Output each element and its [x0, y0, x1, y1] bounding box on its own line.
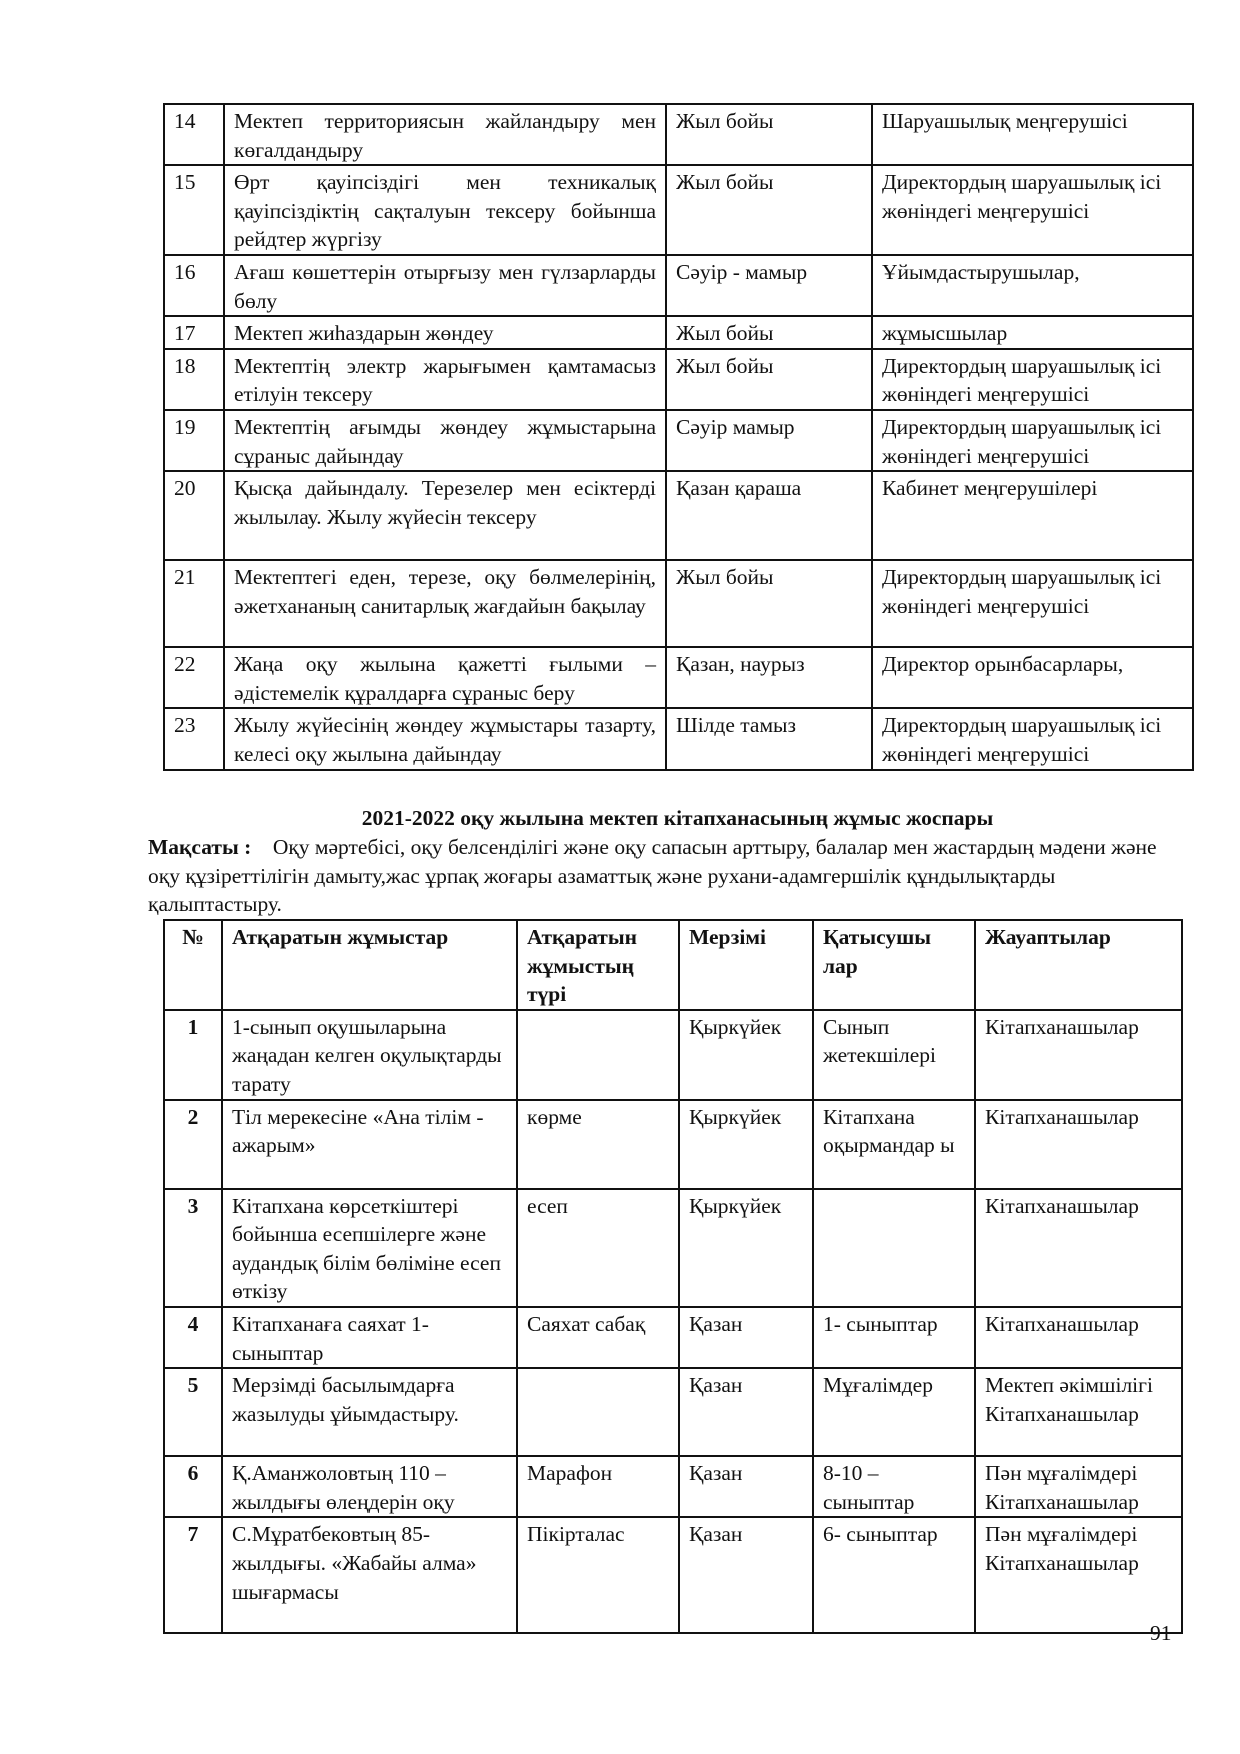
responsible-cell: Кабинет меңгерушілері: [872, 471, 1193, 560]
type-cell: есеп: [517, 1189, 679, 1307]
period-cell: Қазан қараша: [666, 471, 872, 560]
responsible-cell: Директордың шаруашылық ісі жөніндегі меңгерушісі: [872, 560, 1193, 647]
task-cell: Өрт қауіпсіздігі мен техникалық қауіпсіздіктің сақталуын тексеру бойынша рейдтер жүргізу: [224, 165, 666, 255]
row-number: 15: [164, 165, 224, 255]
type-cell: [517, 1010, 679, 1100]
header-type: Атқаратын жұмыстың түрі: [517, 920, 679, 1010]
period-cell: Жыл бойы: [666, 165, 872, 255]
header-work: Атқаратын жұмыстар: [222, 920, 517, 1010]
period-cell: Шілде тамыз: [666, 708, 872, 769]
period-cell: Қыркүйек: [679, 1100, 813, 1189]
period-cell: Жыл бойы: [666, 104, 872, 165]
maintenance-plan-table-body: [164, 104, 1193, 770]
period-cell: Жыл бойы: [666, 349, 872, 410]
row-number: 4: [164, 1307, 222, 1368]
header-participants: Қатысушы лар: [813, 920, 975, 1010]
participants-cell: Мұғалімдер: [813, 1368, 975, 1456]
row-number: 20: [164, 471, 224, 560]
type-cell: Пікірталас: [517, 1517, 679, 1633]
row-number: 7: [164, 1517, 222, 1633]
task-cell: Мектеп территориясын жайландыру мен көгалдандыру: [224, 104, 666, 165]
maintenance-plan-table: [163, 103, 1194, 771]
row-number: 5: [164, 1368, 222, 1456]
responsible-cell: Директордың шаруашылық ісі жөніндегі меңгерушісі: [872, 349, 1193, 410]
row-number: 1: [164, 1010, 222, 1100]
responsible-cell: Директор орынбасарлары,: [872, 647, 1193, 708]
table-row: [164, 1307, 1182, 1368]
table-row: [164, 165, 1193, 255]
table-row: [164, 708, 1193, 769]
participants-cell: 8-10 – сыныптар: [813, 1456, 975, 1517]
responsible-cell: жұмысшылар: [872, 316, 1193, 349]
goal-label: Мақсаты :: [148, 835, 252, 859]
work-cell: Кітапханаға саяхат 1-сыныптар: [222, 1307, 517, 1368]
task-cell: Мектептегі еден, терезе, оқу бөлмелерінің, әжетхананың санитарлық жағдайын бақылау: [224, 560, 666, 647]
type-cell: Саяхат сабақ: [517, 1307, 679, 1368]
page-number: 91: [1150, 1621, 1172, 1645]
table-row: [164, 1010, 1182, 1100]
period-cell: Қазан: [679, 1517, 813, 1633]
participants-cell: Сынып жетекшілері: [813, 1010, 975, 1100]
table-row: [164, 1517, 1182, 1633]
period-cell: Сәуір - мамыр: [666, 255, 872, 316]
type-cell: көрме: [517, 1100, 679, 1189]
responsible-cell: Кітапханашылар: [975, 1100, 1182, 1189]
row-number: 23: [164, 708, 224, 769]
responsible-cell: Директордың шаруашылық ісі жөніндегі меңгерушісі: [872, 165, 1193, 255]
period-cell: Сәуір мамыр: [666, 410, 872, 471]
period-cell: Қазан, наурыз: [666, 647, 872, 708]
row-number: 17: [164, 316, 224, 349]
goal-text: Оқу мәртебісі, оқу белсенділігі және оқу сапасын арттыру, балалар мен жастардың мәдени және оқу құзіреттілігін дамыту,жас ұрпақ жоғары азаматтық және рухани-адамгершілік құндылықтарды қалыптастыру.: [148, 835, 1157, 916]
row-number: 14: [164, 104, 224, 165]
responsible-cell: Пән мұғалімдері Кітапханашылар: [975, 1517, 1182, 1633]
table-row: [164, 471, 1193, 560]
participants-cell: [813, 1189, 975, 1307]
work-cell: Қ.Аманжоловтың 110 – жылдығы өлеңдерін оқу: [222, 1456, 517, 1517]
task-cell: Мектептің электр жарығымен қамтамасыз етілуін тексеру: [224, 349, 666, 410]
row-number: 3: [164, 1189, 222, 1307]
period-cell: Қыркүйек: [679, 1010, 813, 1100]
period-cell: Қазан: [679, 1307, 813, 1368]
task-cell: Жаңа оқу жылына қажетті ғылыми – әдістемелік құралдарға сұраныс беру: [224, 647, 666, 708]
period-cell: Жыл бойы: [666, 316, 872, 349]
task-cell: Мектеп жиһаздарын жөндеу: [224, 316, 666, 349]
library-plan-table: [163, 919, 1183, 1634]
table-row: [164, 1368, 1182, 1456]
row-number: 16: [164, 255, 224, 316]
responsible-cell: Шаруашылық меңгерушісі: [872, 104, 1193, 165]
row-number: 6: [164, 1456, 222, 1517]
table-row: [164, 349, 1193, 410]
participants-cell: 6- сыныптар: [813, 1517, 975, 1633]
participants-cell: 1- сыныптар: [813, 1307, 975, 1368]
goal-paragraph: [148, 833, 1178, 919]
table-row: [164, 1456, 1182, 1517]
responsible-cell: Мектеп әкімшілігі Кітапханашылар: [975, 1368, 1182, 1456]
row-number: 19: [164, 410, 224, 471]
table-row: [164, 104, 1193, 165]
row-number: 2: [164, 1100, 222, 1189]
row-number: 22: [164, 647, 224, 708]
responsible-cell: Кітапханашылар: [975, 1189, 1182, 1307]
period-cell: Жыл бойы: [666, 560, 872, 647]
task-cell: Ағаш көшеттерін отырғызу мен гүлзарларды бөлу: [224, 255, 666, 316]
type-cell: [517, 1368, 679, 1456]
responsible-cell: Кітапханашылар: [975, 1307, 1182, 1368]
table-row: [164, 410, 1193, 471]
period-cell: Қазан: [679, 1368, 813, 1456]
table-row: [164, 255, 1193, 316]
type-cell: Марафон: [517, 1456, 679, 1517]
table-row: [164, 1189, 1182, 1307]
section-title: 2021-2022 оқу жылына мектеп кітапханасының жұмыс жоспары: [361, 806, 994, 830]
work-cell: Мерзімді басылымдарға жазылуды ұйымдастыру.: [222, 1368, 517, 1456]
responsible-cell: Директордың шаруашылық ісі жөніндегі меңгерушісі: [872, 708, 1193, 769]
library-plan-table-header: [164, 920, 1182, 1010]
work-cell: Тіл мерекесіне «Ана тілім - ажарым»: [222, 1100, 517, 1189]
row-number: 21: [164, 560, 224, 647]
work-cell: Кітапхана көрсеткіштері бойынша есепшілерге және аудандық білім бөліміне есеп өткізу: [222, 1189, 517, 1307]
task-cell: Жылу жүйесінің жөндеу жұмыстары тазарту, келесі оқу жылына дайындау: [224, 708, 666, 769]
work-cell: 1-сынып оқушыларына жаңадан келген оқулықтарды тарату: [222, 1010, 517, 1100]
header-responsible: Жауаптылар: [975, 920, 1182, 1010]
task-cell: Мектептің ағымды жөндеу жұмыстарына сұраныс дайындау: [224, 410, 666, 471]
responsible-cell: Ұйымдастырушылар,: [872, 255, 1193, 316]
responsible-cell: Кітапханашылар: [975, 1010, 1182, 1100]
table-row: [164, 560, 1193, 647]
period-cell: Қазан: [679, 1456, 813, 1517]
responsible-cell: Пән мұғалімдері Кітапханашылар: [975, 1456, 1182, 1517]
period-cell: Қыркүйек: [679, 1189, 813, 1307]
responsible-cell: Директордың шаруашылық ісі жөніндегі меңгерушісі: [872, 410, 1193, 471]
table-row: [164, 647, 1193, 708]
library-plan-table-body: [164, 1010, 1182, 1634]
table-row: [164, 316, 1193, 349]
work-cell: С.Мұратбековтың 85-жылдығы. «Жабайы алма» шығармасы: [222, 1517, 517, 1633]
task-cell: Қысқа дайындалу. Терезелер мен есіктерді жылылау. Жылу жүйесін тексеру: [224, 471, 666, 560]
table-row: [164, 1100, 1182, 1189]
header-number: №: [164, 920, 222, 1010]
header-period: Мерзімі: [679, 920, 813, 1010]
participants-cell: Кітапхана оқырмандар ы: [813, 1100, 975, 1189]
row-number: 18: [164, 349, 224, 410]
